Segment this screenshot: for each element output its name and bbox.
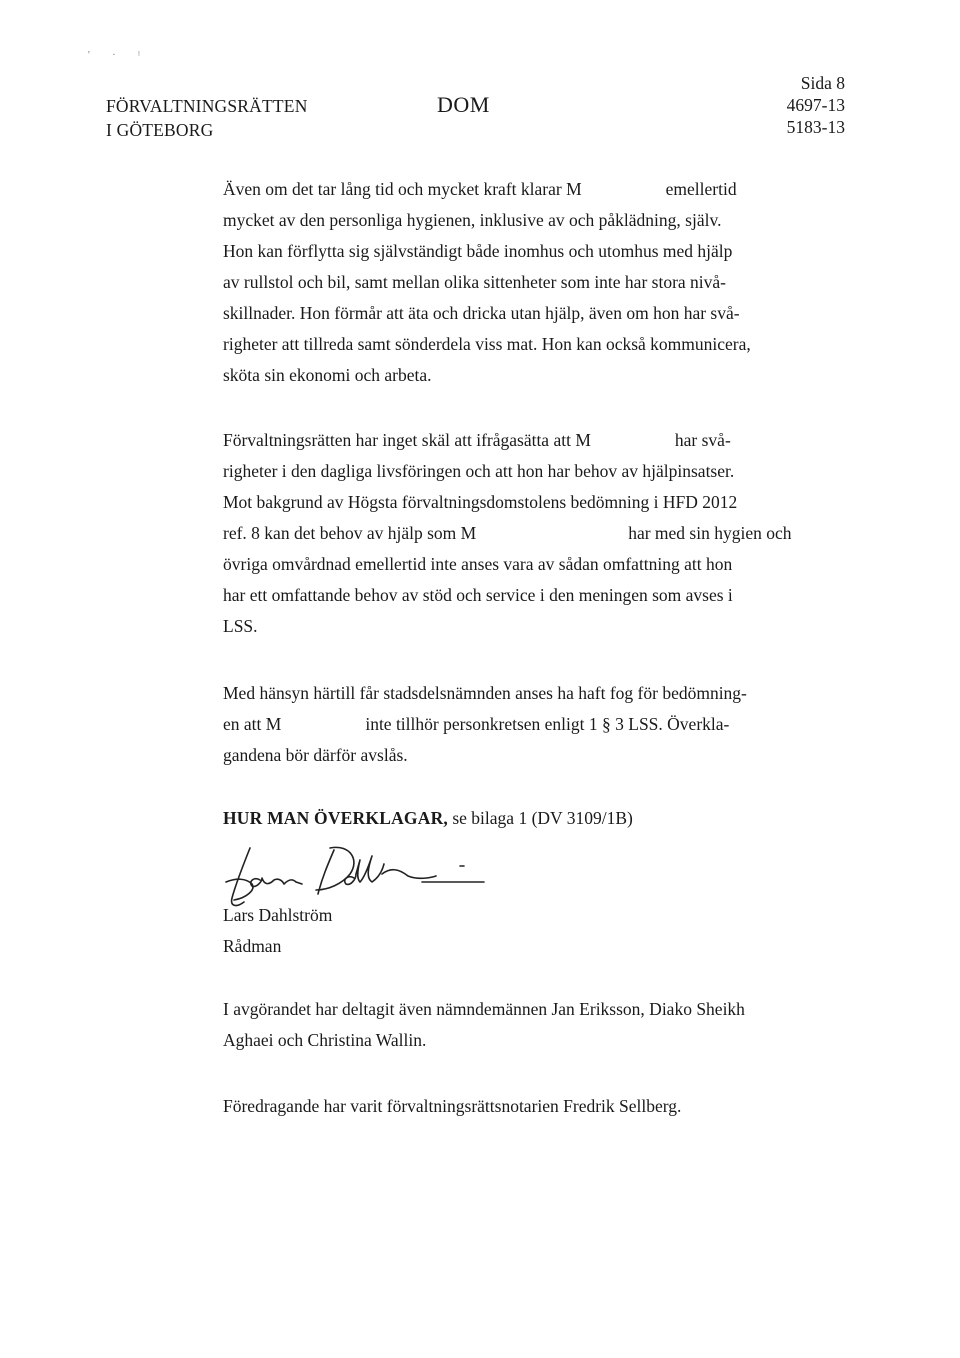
paragraph-line: Med hänsyn härtill får stadsdelsnämnden anses ha haft fog för bedömning- bbox=[223, 683, 747, 703]
text-segment: har med sin hygien och bbox=[628, 523, 792, 543]
paragraph-1 bbox=[223, 174, 783, 391]
text-segment: emellertid bbox=[665, 179, 737, 199]
text-segment: ref. 8 kan det behov av hjälp som M bbox=[223, 523, 477, 543]
signer-block bbox=[223, 900, 332, 962]
paragraph-line: sköta sin ekonomi och arbeta. bbox=[223, 365, 432, 385]
paragraph-3 bbox=[223, 678, 783, 771]
case-number-1: 4697-13 bbox=[786, 95, 845, 115]
paragraph-2 bbox=[223, 425, 792, 642]
case-number-2: 5183-13 bbox=[786, 117, 845, 137]
page-meta bbox=[787, 72, 845, 138]
paragraph-line: LSS. bbox=[223, 616, 258, 636]
paragraph-line: Aghaei och Christina Wallin. bbox=[223, 1030, 427, 1050]
paragraph-line bbox=[223, 425, 783, 456]
text-segment: Även om det tar lång tid och mycket kraft klarar M bbox=[223, 179, 582, 199]
paragraph-line: av rullstol och bil, samt mellan olika sittenheter som inte har stora nivå- bbox=[223, 272, 727, 292]
paragraph-5 bbox=[223, 1091, 783, 1122]
signer-name: Lars Dahlström bbox=[223, 905, 333, 925]
text-segment: en att M bbox=[223, 714, 282, 734]
appeal-heading: HUR MAN ÖVERKLAGAR, bbox=[223, 808, 448, 828]
text-segment: Förvaltningsrätten har inget skäl att ifrågasätta att M bbox=[223, 430, 591, 450]
paragraph-line: Hon kan förflytta sig självständigt både inomhus och utomhus med hjälp bbox=[223, 241, 733, 261]
page-number: Sida 8 bbox=[800, 73, 845, 93]
paragraph-line: mycket av den personliga hygienen, inklusive av och påklädning, själv. bbox=[223, 210, 722, 230]
paragraph-line: har ett omfattande behov av stöd och service i den meningen som avses i bbox=[223, 585, 733, 605]
paragraph-line: skillnader. Hon förmår att äta och dricka utan hjälp, även om hon har svå- bbox=[223, 303, 740, 323]
signer-title: Rådman bbox=[223, 936, 282, 956]
paragraph-line: I avgörandet har deltagit även nämndemännen Jan Eriksson, Diako Sheikh bbox=[223, 999, 745, 1019]
paragraph-line: övriga omvårdnad emellertid inte anses vara av sådan omfattning att hon bbox=[223, 554, 733, 574]
paragraph-line bbox=[223, 518, 792, 549]
document-type: DOM bbox=[437, 92, 490, 117]
text-segment: inte tillhör personkretsen enligt 1 § 3 LSS. Överkla- bbox=[365, 714, 730, 734]
appeal-reference: se bilaga 1 (DV 3109/1B) bbox=[447, 808, 633, 828]
paragraph-line: gandena bör därför avslås. bbox=[223, 745, 408, 765]
court-name bbox=[106, 94, 308, 142]
appeal-instructions bbox=[223, 804, 633, 832]
scan-specks: ' · ˡ bbox=[88, 50, 150, 61]
paragraph-4 bbox=[223, 994, 783, 1056]
paragraph-line: Föredragande har varit förvaltningsrättsnotarien Fredrik Sellberg. bbox=[223, 1096, 682, 1116]
court-name-line-2: I GÖTEBORG bbox=[106, 120, 214, 140]
paragraph-line: righeter att tillreda samt sönderdela viss mat. Hon kan också kommunicera, bbox=[223, 334, 751, 354]
paragraph-line: Mot bakgrund av Högsta förvaltningsdomstolens bedömning i HFD 2012 bbox=[223, 492, 738, 512]
paragraph-line bbox=[223, 709, 783, 740]
text-segment: har svå- bbox=[674, 430, 731, 450]
paragraph-line bbox=[223, 174, 783, 205]
court-name-line-1: FÖRVALTNINGSRÄTTEN bbox=[106, 96, 308, 116]
paragraph-line: righeter i den dagliga livsföringen och att hon har behov av hjälpinsatser. bbox=[223, 461, 735, 481]
